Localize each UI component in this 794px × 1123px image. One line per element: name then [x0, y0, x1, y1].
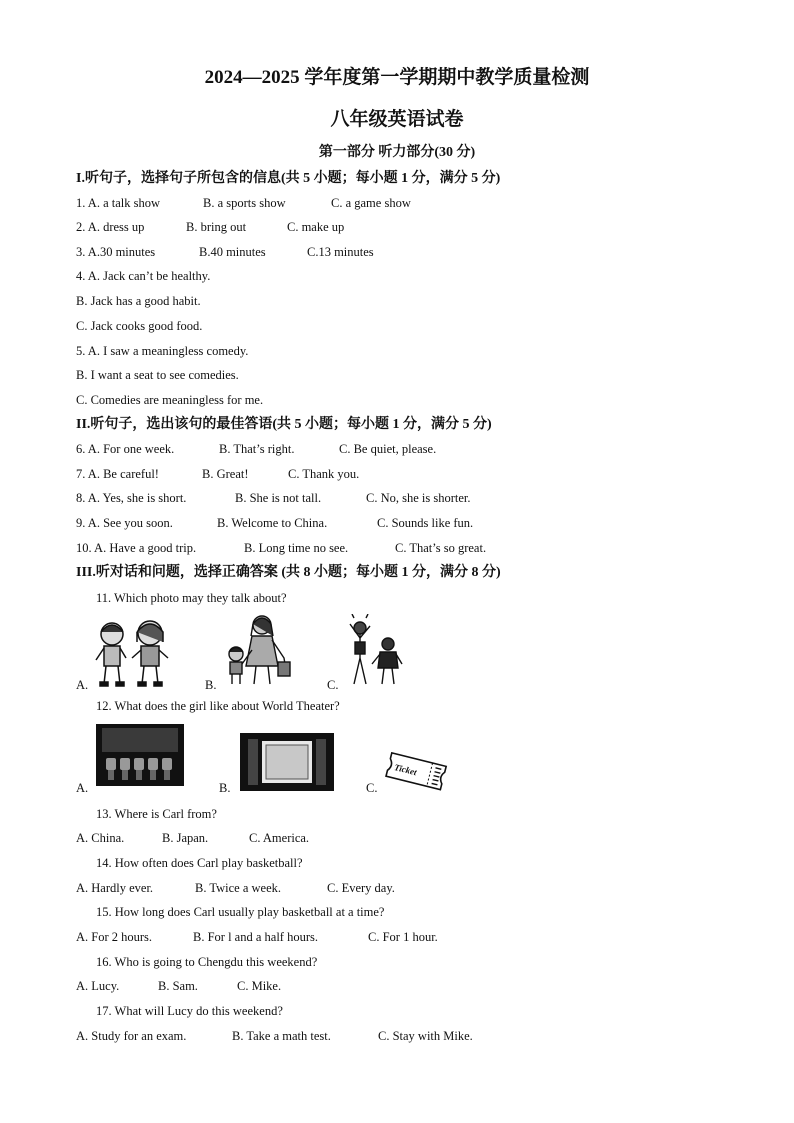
q12-label-c: C. [366, 781, 378, 795]
q10-option-b: B. Long time no see. [244, 541, 349, 555]
q14-option-b: B. Twice a week. [195, 881, 282, 895]
section1-heading: I.听句子，选择句子所包含的信息(共 5 小题；每小题 1 分，满分 5 分) [76, 171, 501, 186]
part-heading: 第一部分 听力部分(30 分) [318, 145, 476, 160]
q16-option-a: A. Lucy. [76, 979, 120, 993]
q1-option-a: 1. A. a talk show [76, 196, 161, 210]
q13-option-b: B. Japan. [162, 831, 209, 845]
q9-option-b: B. Welcome to China. [217, 516, 328, 530]
q6-option-a: 6. A. For one week. [76, 442, 175, 456]
q15-stem: 15. How long does Carl usually play basketball at a time? [96, 905, 385, 919]
q14-stem: 14. How often does Carl play basketball? [96, 856, 303, 870]
theater-seats-image [96, 724, 184, 786]
q2-option-c: C. make up [287, 220, 345, 234]
section2-heading: II.听句子，选出该句的最佳答语(共 5 小题；每小题 1 分，满分 5 分) [76, 417, 492, 432]
ticket-image [384, 752, 454, 792]
q3-option-a: 3. A.30 minutes [76, 245, 156, 259]
q11-label-a: A. [76, 678, 89, 692]
q1-option-c: C. a game show [331, 196, 411, 210]
q13-stem: 13. Where is Carl from? [96, 807, 217, 821]
q17-stem: 17. What will Lucy do this weekend? [96, 1004, 283, 1018]
q8-option-b: B. She is not tall. [235, 491, 322, 505]
two-students-image [92, 618, 174, 690]
q11-label-b: B. [205, 678, 217, 692]
q14-option-a: A. Hardly ever. [76, 881, 154, 895]
mother-and-child-image [222, 614, 292, 688]
q14-option-c: C. Every day. [327, 881, 395, 895]
q5-option-c: C. Comedies are meaningless for me. [76, 393, 264, 407]
q16-option-b: B. Sam. [158, 979, 198, 993]
section3-heading: III.听对话和问题，选择正确答案 (共 8 小题；每小题 1 分，满分 8 分) [76, 565, 501, 580]
q2-option-a: 2. A. dress up [76, 220, 145, 234]
dancing-figures-image [344, 614, 404, 690]
q3-option-c: C.13 minutes [307, 245, 374, 259]
q1-option-b: B. a sports show [203, 196, 286, 210]
exam-title: 2024—2025 学年度第一学期期中教学质量检测 [204, 67, 590, 88]
ticket-text: Ticket [393, 762, 418, 778]
q6-option-c: C. Be quiet, please. [339, 442, 437, 456]
q8-option-c: C. No, she is shorter. [366, 491, 471, 505]
q16-option-c: C. Mike. [237, 979, 282, 993]
q2-option-b: B. bring out [186, 220, 247, 234]
q6-option-b: B. That’s right. [219, 442, 295, 456]
q15-option-b: B. For l and a half hours. [193, 930, 318, 944]
q13-option-c: C. America. [249, 831, 310, 845]
q11-label-c: C. [327, 678, 339, 692]
q7-option-b: B. Great! [202, 467, 249, 481]
q8-option-a: 8. A. Yes, she is short. [76, 491, 187, 505]
q12-stem: 12. What does the girl like about World Theater? [96, 699, 340, 713]
q15-option-a: A. For 2 hours. [76, 930, 153, 944]
q10-option-c: C. That’s so great. [395, 541, 487, 555]
q4-option-b: B. Jack has a good habit. [76, 294, 201, 308]
q16-stem: 16. Who is going to Chengdu this weekend? [96, 955, 318, 969]
q9-option-c: C. Sounds like fun. [377, 516, 474, 530]
q17-option-b: B. Take a math test. [232, 1029, 331, 1043]
q9-option-a: 9. A. See you soon. [76, 516, 173, 530]
q13-option-a: A. China. [76, 831, 125, 845]
q5-option-a: 5. A. I saw a meaningless comedy. [76, 344, 249, 358]
q5-option-b: B. I want a seat to see comedies. [76, 368, 239, 382]
q12-label-b: B. [219, 781, 231, 795]
q12-label-a: A. [76, 781, 89, 795]
q17-option-a: A. Study for an exam. [76, 1029, 187, 1043]
q7-option-a: 7. A. Be careful! [76, 467, 159, 481]
q17-option-c: C. Stay with Mike. [378, 1029, 473, 1043]
q15-option-c: C. For 1 hour. [368, 930, 438, 944]
q3-option-b: B.40 minutes [199, 245, 266, 259]
exam-subtitle: 八年级英语试卷 [330, 109, 464, 130]
q4-option-a: 4. A. Jack can’t be healthy. [76, 269, 211, 283]
q11-stem: 11. Which photo may they talk about? [96, 591, 287, 605]
q7-option-c: C. Thank you. [288, 467, 360, 481]
q4-option-c: C. Jack cooks good food. [76, 319, 203, 333]
q10-option-a: 10. A. Have a good trip. [76, 541, 197, 555]
cinema-screen-image [240, 733, 334, 791]
